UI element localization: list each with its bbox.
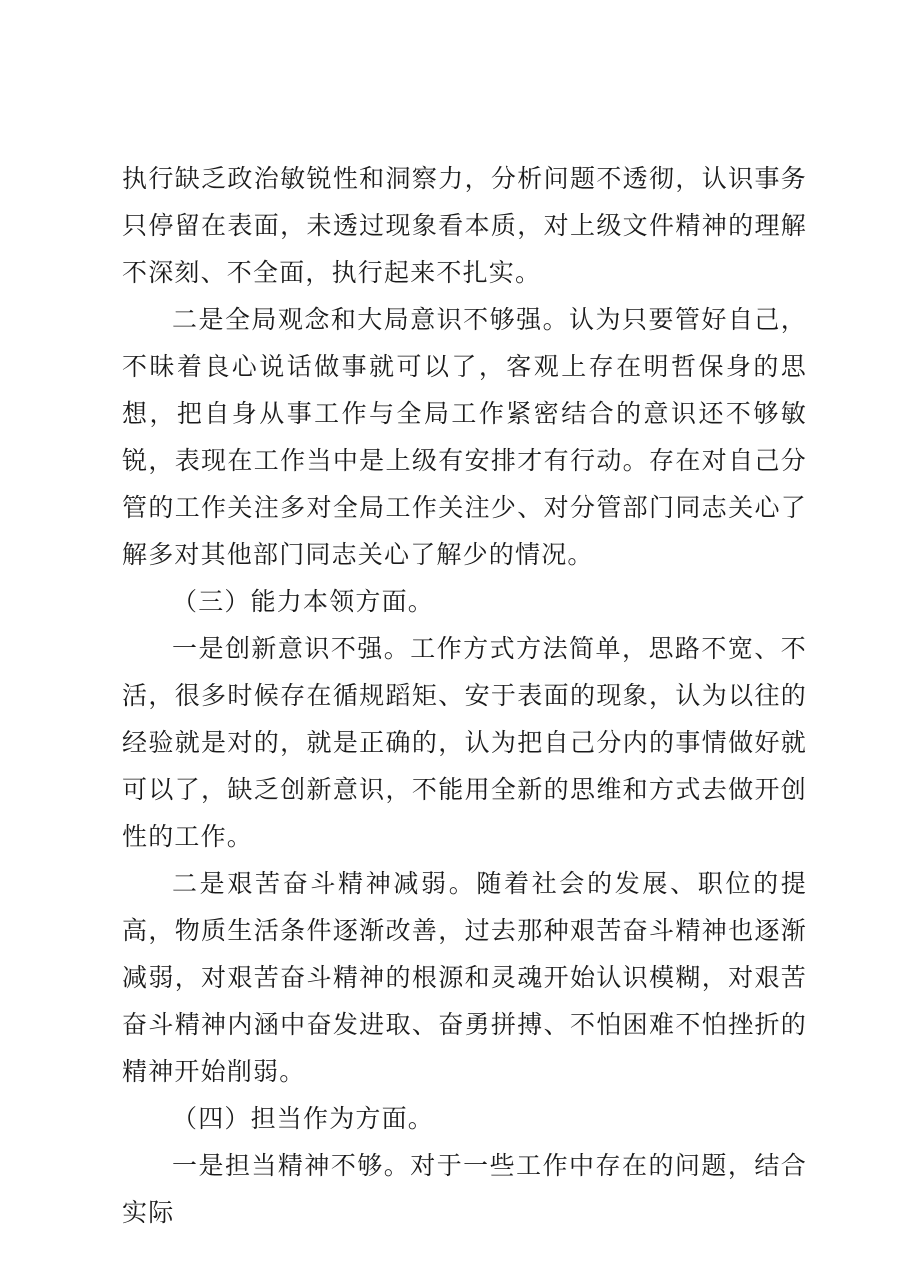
paragraph-innovation: 一是创新意识不强。工作方式方法简单，思路不宽、不活，很多时候存在循规蹈矩、安于表面的现象，认为以往的经验就是对的，就是正确的，认为把自己分内的事情做好就可以了，缺乏创新意识，不能用全新的思维和方式去做开创性的工作。 (122, 634, 807, 851)
section-heading-responsibility: （四）担当作为方面。 (172, 1104, 435, 1133)
paragraph-responsibility: 一是担当精神不够。对于一些工作中存在的问题，结合实际 (122, 1151, 807, 1227)
section-heading-ability: （三）能力本领方面。 (172, 587, 435, 616)
paragraph-continuation: 执行缺乏政治敏锐性和洞察力，分析问题不透彻，认识事务只停留在表面，未透过现象看本质，对上级文件精神的理解不深刻、不全面，执行起来不扎实。 (122, 164, 807, 287)
document-page (122, 155, 807, 1236)
paragraph-hard-work: 二是艰苦奋斗精神减弱。随着社会的发展、职位的提高，物质生活条件逐渐改善，过去那种艰苦奋斗精神也逐渐减弱，对艰苦奋斗精神的根源和灵魂开始认识模糊，对艰苦奋斗精神内涵中奋发进取、奋勇拼搏、不怕困难不怕挫折的精神开始削弱。 (122, 869, 807, 1086)
paragraph-overall-view: 二是全局观念和大局意识不够强。认为只要管好自己，不昧着良心说话做事就可以了，客观上存在明哲保身的思想，把自身从事工作与全局工作紧密结合的意识还不够敏锐，表现在工作当中是上级有安排才有行动。存在对自己分管的工作关注多对全局工作关注少、对分管部门同志关心了解多对其他部门同志关心了解少的情况。 (122, 305, 807, 569)
